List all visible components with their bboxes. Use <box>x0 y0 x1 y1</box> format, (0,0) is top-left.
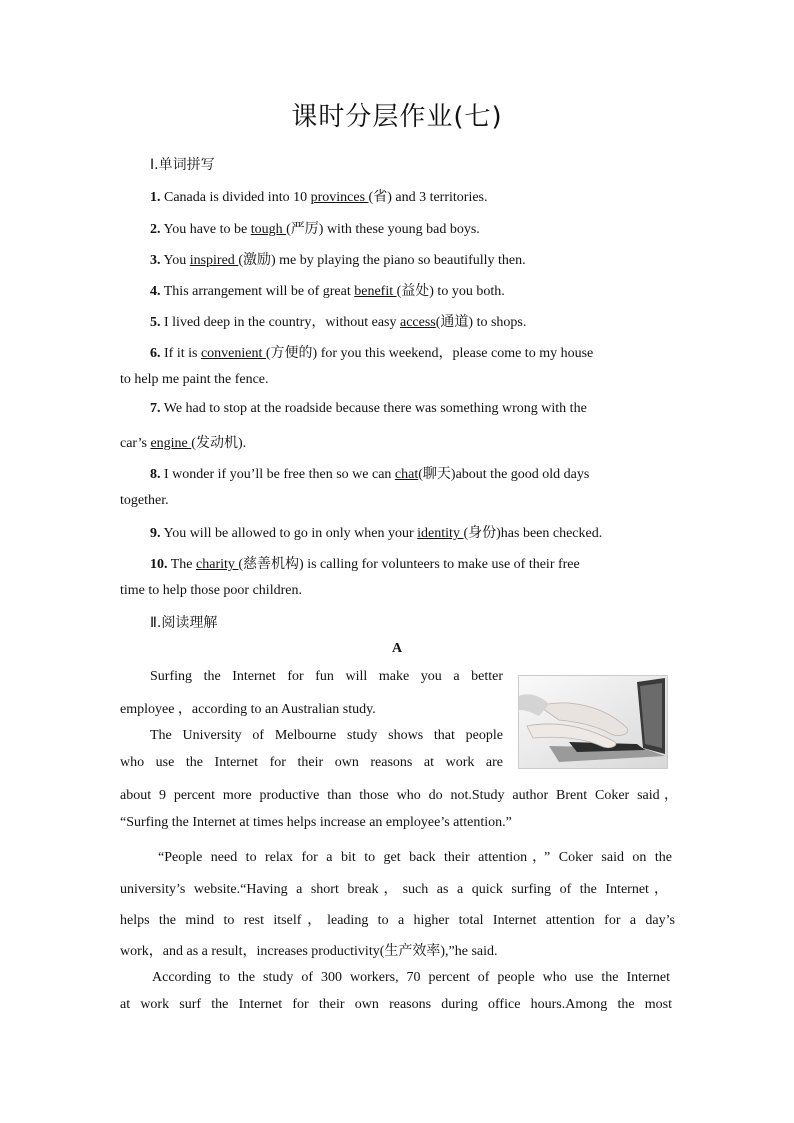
passage-line: at work surf the Internet for their own reasons during office hours.Among the most <box>120 997 672 1012</box>
item-text-after: (身份)has been checked. <box>463 526 603 541</box>
item-number: 8. <box>150 467 161 482</box>
item-answer: chat <box>394 467 419 482</box>
item-text-before: If it is <box>164 346 201 361</box>
item-text-after: (省) and 3 territories. <box>368 190 488 205</box>
item-answer: identity <box>417 526 464 541</box>
item-text-after: (通道) to shops. <box>435 315 527 330</box>
item-text-before: I lived deep in the country，without easy <box>164 315 400 330</box>
passage-line: work，and as a result，increases productivity(生产效率),”he said. <box>120 944 498 959</box>
item-text-after: (聊天)about the good old days <box>418 467 590 482</box>
item-text-after: (发动机). <box>191 436 247 451</box>
page-title: 课时分层作业(七) <box>291 102 503 132</box>
exercise-item-10-continued: time to help those poor children. <box>120 583 302 598</box>
item-answer: tough <box>250 222 287 237</box>
item-text-after: (严厉) with these young bad boys. <box>286 222 480 237</box>
exercise-item-4 <box>150 280 505 300</box>
item-number: 10. <box>150 557 168 572</box>
exercise-item-6 <box>150 342 593 362</box>
section-heading-reading: Ⅱ.阅读理解 <box>150 615 218 631</box>
item-answer: convenient <box>200 346 266 361</box>
exercise-item-6-continued: to help me paint the fence. <box>120 372 269 387</box>
item-text-after: (益处) to you both. <box>396 284 505 299</box>
item-text-before: You will be allowed to go in only when your <box>163 526 418 541</box>
item-number: 3. <box>150 253 161 268</box>
item-number: 1. <box>150 190 161 205</box>
exercise-item-1 <box>150 186 488 206</box>
passage-line: “People need to relax for a bit to get back their attention，” Coker said on the <box>158 850 672 865</box>
item-text-before: The <box>170 557 197 572</box>
section-heading-spelling: Ⅰ.单词拼写 <box>150 157 215 173</box>
item-answer: engine <box>150 436 192 451</box>
exercise-item-3 <box>150 249 526 269</box>
passage-line: who use the Internet for their own reasons at work are <box>120 755 503 770</box>
item-number: 5. <box>150 315 161 330</box>
item-text-after: (慈善机构) is calling for volunteers to make use of their free <box>238 557 580 572</box>
passage-line: helps the mind to rest itself，leading to a higher total Internet attention for a day’s <box>120 913 675 928</box>
passage-line: employee ，according to an Australian study. <box>120 702 376 717</box>
passage-line: university’s website.“Having a short break，such as a quick surfing of the Internet， <box>120 882 668 897</box>
item-answer: charity <box>196 557 239 572</box>
passage-line: According to the study of 300 workers, 70 percent of people who use the Internet <box>152 970 670 985</box>
passage-line: Surfing the Internet for fun will make you a better <box>150 669 503 684</box>
passage-label: A <box>391 641 403 656</box>
item-number: 2. <box>150 222 161 237</box>
item-text-before: I wonder if you’ll be free then so we can <box>164 467 395 482</box>
item-number: 4. <box>150 284 161 299</box>
exercise-item-7 <box>150 401 587 417</box>
exercise-item-10 <box>150 553 580 573</box>
passage-line: The University of Melbourne study shows that people <box>150 728 503 743</box>
exercise-item-5 <box>150 311 526 331</box>
item-text-before: You have to be <box>163 222 251 237</box>
item-number: 9. <box>150 526 161 541</box>
item-text-before: Canada is divided into 10 <box>164 190 311 205</box>
passage-line: about 9 percent more productive than those who do not.Study author Brent Coker said， <box>120 788 678 803</box>
passage-line: “Surfing the Internet at times helps increase an employee’s attention.” <box>120 815 512 830</box>
item-number: 6. <box>150 346 161 361</box>
item-number: 7. <box>150 401 161 416</box>
item-answer: provinces <box>310 190 369 205</box>
exercise-item-7-continued <box>120 432 246 452</box>
item-text-before: You <box>163 253 190 268</box>
item-text-before: This arrangement will be of great <box>163 284 355 299</box>
exercise-item-8-continued: together. <box>120 493 169 508</box>
item-text-before: car’s <box>120 436 151 451</box>
exercise-item-2 <box>150 218 480 238</box>
item-answer: inspired <box>189 253 239 268</box>
item-answer: benefit <box>354 284 397 299</box>
exercise-item-9 <box>150 522 602 542</box>
item-text-after: (方便的) for you this weekend，please come to my house <box>265 346 594 361</box>
item-answer: access <box>400 315 436 330</box>
laptop-icon <box>519 676 667 768</box>
item-text-line1: We had to stop at the roadside because there was something wrong with the <box>163 401 587 416</box>
item-text-after: (激励) me by playing the piano so beautifully then. <box>238 253 526 268</box>
exercise-item-8 <box>150 463 589 483</box>
laptop-typing-photo <box>518 675 668 769</box>
